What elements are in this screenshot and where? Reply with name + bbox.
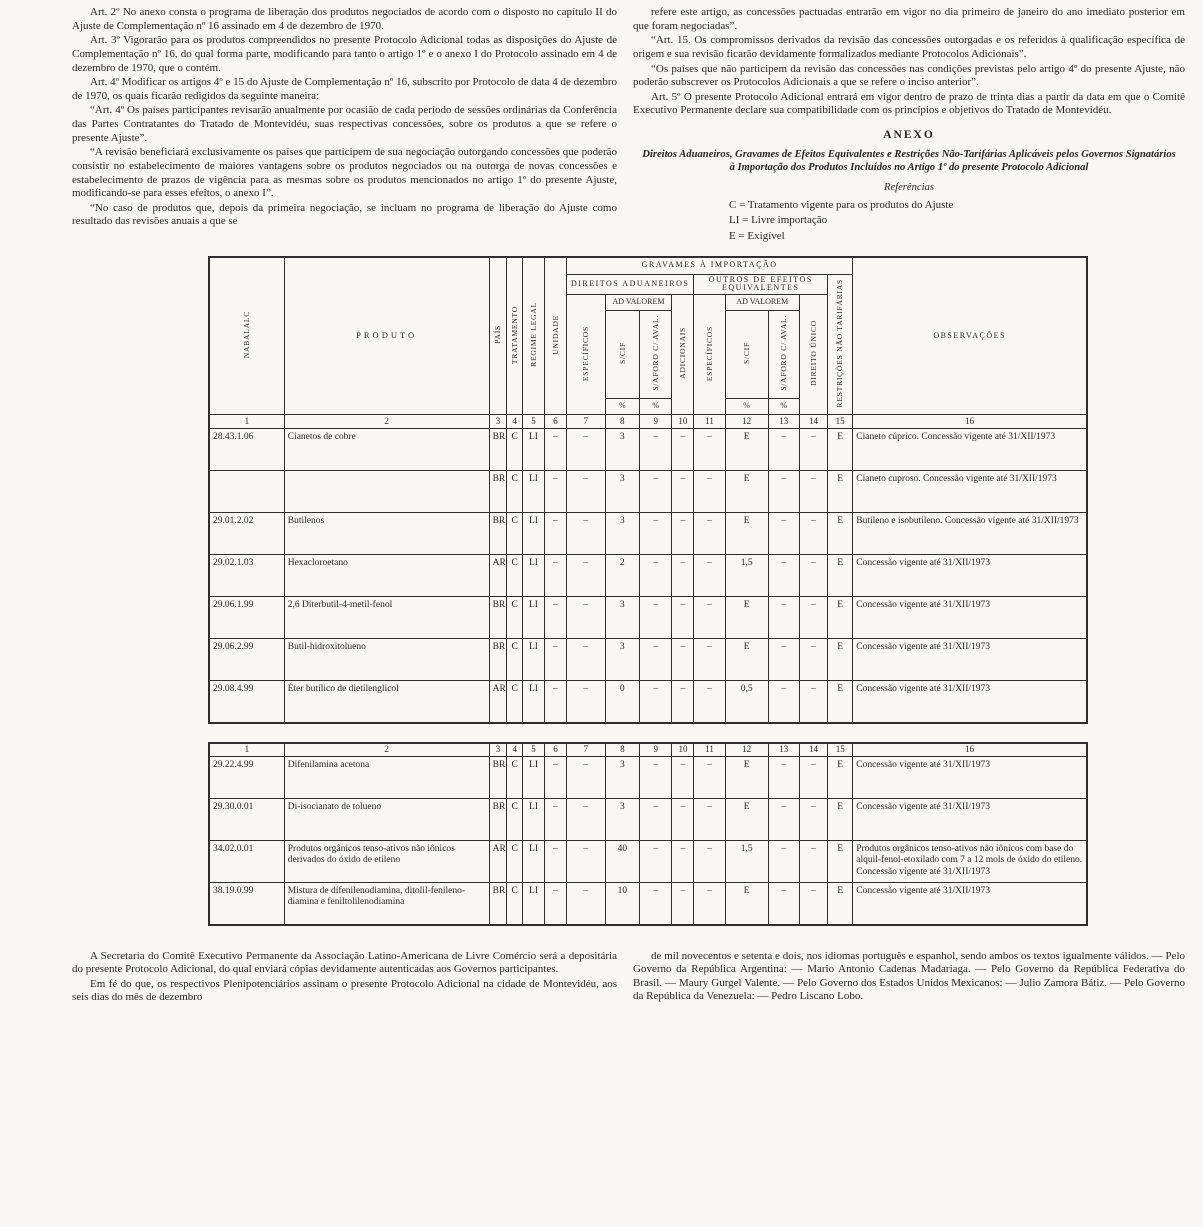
value-cell: – (566, 429, 605, 471)
value-cell: E (828, 555, 853, 597)
footer-right-column (633, 950, 1185, 1007)
value-cell: – (694, 471, 725, 513)
nabalalc-cell: 38.19.0.99 (209, 883, 284, 925)
column-number: 14 (799, 415, 827, 429)
value-cell: – (640, 883, 672, 925)
paragraph: “Art. 15. Os compromissos derivados da revisão das concessões outorgadas e os referidos à qualificação específica de origem e sua revisão ficarão devidamente formalizados mediante Protocolos Adicionais”. (633, 34, 1185, 60)
value-cell: – (799, 799, 827, 841)
value-cell: – (694, 883, 725, 925)
column-number: 12 (725, 415, 768, 429)
observation-cell: Cianeto cuproso. Concessão vigente até 31/XII/1973 (853, 471, 1087, 513)
paragraph: refere este artigo, as concessões pactuadas entrarão em vigor no dia primeiro de janeiro do ano imediato posterior em que foram negociadas”. (633, 6, 1185, 32)
tariff-table-continued (208, 742, 1088, 926)
column-number: 6 (544, 743, 566, 757)
value-cell: E (725, 471, 768, 513)
value-cell: AR (489, 555, 507, 597)
header-pais-label: PAÍS (493, 325, 503, 345)
value-cell: 3 (605, 429, 639, 471)
value-cell: BR (489, 757, 507, 799)
table-row (209, 555, 1087, 597)
column-number: 3 (489, 415, 507, 429)
header-direito-unico-label: DIREITO ÚNICO (808, 320, 818, 387)
value-cell: – (694, 555, 725, 597)
table-row (209, 799, 1087, 841)
product-cell: Butil-hidroxitolueno (284, 639, 489, 681)
value-cell: E (725, 883, 768, 925)
header-direito-unico (799, 295, 827, 415)
value-cell: – (672, 597, 694, 639)
value-cell: – (694, 639, 725, 681)
nabalalc-cell: 34.02.0.01 (209, 841, 284, 883)
value-cell: BR (489, 799, 507, 841)
value-cell: – (566, 597, 605, 639)
nabalalc-cell: 29.06.1.99 (209, 597, 284, 639)
table-row (209, 681, 1087, 723)
value-cell: – (799, 471, 827, 513)
column-number: 13 (768, 743, 799, 757)
column-number: 16 (853, 743, 1087, 757)
value-cell: – (544, 681, 566, 723)
observation-cell: Concessão vigente até 31/XII/1973 (853, 681, 1087, 723)
value-cell: – (799, 639, 827, 681)
value-cell: 1,5 (725, 841, 768, 883)
value-cell: – (768, 513, 799, 555)
value-cell: 3 (605, 513, 639, 555)
header-unidade-label: UNIDADE (550, 314, 560, 355)
value-cell: – (640, 597, 672, 639)
column-number: 13 (768, 415, 799, 429)
table-row (209, 841, 1087, 883)
value-cell: E (828, 639, 853, 681)
paragraph: Art. 2º No anexo consta o programa de liberação dos produtos negociados de acordo com o disposto no capítulo II do Ajuste de Complementação nº 16 assinado em 4 de dezembro de 1970. (72, 6, 617, 32)
nabalalc-cell: 29.02.1.03 (209, 555, 284, 597)
value-cell: LI (523, 883, 545, 925)
unit-percent-3: % (725, 399, 768, 415)
paragraph: “A revisão beneficiará exclusivamente os países que participem de sua negociação outorgando concessões que poderão consistir no estabelecimento de maiores vantagens sobre os produtos negociados ou na outorga de novas concessões e estabelecimento de prazos de vigência para as mesmas sobre os produtos mencionados no artigo 1º do presente Ajuste, modificando-se para esses efeitos, o anexo I”. (72, 146, 617, 200)
value-cell: C (507, 757, 523, 799)
value-cell: – (544, 555, 566, 597)
table-row (209, 429, 1087, 471)
column-number: 12 (725, 743, 768, 757)
product-cell: Cianetos de cobre (284, 429, 489, 471)
column-number: 11 (694, 743, 725, 757)
header-gravames: GRAVAMES À IMPORTAÇÃO (566, 257, 852, 274)
column-number: 15 (828, 415, 853, 429)
value-cell: BR (489, 471, 507, 513)
observation-cell: Concessão vigente até 31/XII/1973 (853, 555, 1087, 597)
header-nabalalc-label: NABALALC (242, 311, 252, 359)
header-regime-legal (523, 257, 545, 415)
header-scif-2 (725, 311, 768, 399)
unit-percent-1: % (605, 399, 639, 415)
nabalalc-cell: 29.08.4.99 (209, 681, 284, 723)
value-cell: – (640, 841, 672, 883)
top-right-paragraphs (633, 6, 1185, 118)
column-number: 2 (284, 743, 489, 757)
header-pais (489, 257, 507, 415)
value-cell: C (507, 799, 523, 841)
value-cell: – (768, 639, 799, 681)
value-cell: E (725, 597, 768, 639)
value-cell: – (672, 841, 694, 883)
header-scif-2-label: S/CIF (741, 342, 751, 365)
value-cell: C (507, 639, 523, 681)
product-cell: Hexacloroetano (284, 555, 489, 597)
unit-percent-4: % (768, 399, 799, 415)
observation-cell: Concessão vigente até 31/XII/1973 (853, 597, 1087, 639)
value-cell: – (768, 757, 799, 799)
value-cell: – (640, 555, 672, 597)
value-cell: E (828, 757, 853, 799)
product-cell (284, 471, 489, 513)
value-cell: – (544, 841, 566, 883)
value-cell: – (640, 681, 672, 723)
observation-cell: Concessão vigente até 31/XII/1973 (853, 883, 1087, 925)
value-cell: – (544, 757, 566, 799)
paragraph: Em fé do que, os respectivos Plenipotenciários assinam o presente Protocolo Adicional na cidade de Montevidéu, aos seis dias do mês de dezembro (72, 977, 617, 1004)
value-cell: 3 (605, 799, 639, 841)
column-number: 14 (799, 743, 827, 757)
column-number: 2 (284, 415, 489, 429)
value-cell: E (725, 757, 768, 799)
header-ad-valorem-2: AD VALOREM (725, 295, 799, 311)
value-cell: – (566, 471, 605, 513)
value-cell: – (544, 799, 566, 841)
value-cell: E (828, 429, 853, 471)
value-cell: – (640, 513, 672, 555)
table-row (209, 471, 1087, 513)
value-cell: BR (489, 513, 507, 555)
column-number: 5 (523, 743, 545, 757)
value-cell: C (507, 681, 523, 723)
top-section (0, 0, 1203, 244)
table-row (209, 513, 1087, 555)
observation-cell: Produtos orgânicos tenso-ativos não iônicos com base do alquil-fenol-etoxilado com 7 a 12 mols de óxido do etileno. Concessão vigente até 31/XII/1973 (853, 841, 1087, 883)
value-cell: LI (523, 555, 545, 597)
value-cell: 1,5 (725, 555, 768, 597)
product-cell: Difenilamina acetona (284, 757, 489, 799)
value-cell: – (768, 681, 799, 723)
paragraph: “Os países que não participem da revisão das concessões nas condições previstas pelo artigo 4º do presente Ajuste, não poderão subscrever os Protocolos Adicionais a que se refere o inciso anterior”. (633, 62, 1185, 89)
value-cell: E (725, 799, 768, 841)
nabalalc-cell (209, 471, 284, 513)
value-cell: E (828, 471, 853, 513)
value-cell: – (566, 681, 605, 723)
anexo-section (633, 128, 1185, 244)
value-cell: 0 (605, 681, 639, 723)
value-cell: – (640, 639, 672, 681)
header-especificos-2-label: ESPECÍFICOS (704, 325, 714, 381)
table-row (209, 597, 1087, 639)
paragraph: Art. 3º Vigorarão para os produtos compreendidos no presente Protocolo Adicional todas as disposições do Ajuste de Complementação nº 16, do qual forma parte, modificando para tanto o artigo 1º e o anexo I do Protocolo assinado em 4 de dezembro de 1970, que o contém. (72, 34, 617, 74)
value-cell: C (507, 429, 523, 471)
header-direitos-aduaneiros: DIREITOS ADUANEIROS (566, 274, 693, 295)
anexo-subtitle: Direitos Aduaneiros, Gravames de Efeitos Equivalentes e Restrições Não-Tarifárias Aplicáveis pelos Governos Signatários à Importação dos Produtos Incluídos no Artigo 1º do presente Protocolo Adicional (642, 149, 1176, 174)
top-right-column (633, 6, 1185, 244)
value-cell: – (799, 597, 827, 639)
nabalalc-cell: 29.22.4.99 (209, 757, 284, 799)
column-number: 1 (209, 743, 284, 757)
value-cell: – (566, 841, 605, 883)
header-observacoes: OBSERVAÇÕES (853, 257, 1087, 415)
value-cell: – (544, 883, 566, 925)
observation-cell: Concessão vigente até 31/XII/1973 (853, 799, 1087, 841)
value-cell: 3 (605, 639, 639, 681)
column-number: 5 (523, 415, 545, 429)
value-cell: 10 (605, 883, 639, 925)
footer-left-column (72, 950, 617, 1007)
value-cell: – (672, 555, 694, 597)
header-adicionais-label: ADICIONAIS (678, 327, 688, 380)
header-saforo-1-label: S/AFORO C/ AVAL. (650, 315, 660, 392)
column-number: 9 (640, 743, 672, 757)
value-cell: – (672, 757, 694, 799)
product-cell: 2,6 Diterbutil-4-metil-fenol (284, 597, 489, 639)
value-cell: 3 (605, 471, 639, 513)
value-cell: LI (523, 799, 545, 841)
paragraph: Art. 4º Modificar os artigos 4º e 15 do Ajuste de Complementação nº 16, subscrito por Protocolo de data 4 de dezembro de 1970, os quais ficarão redigidos da seguinte maneira: (72, 76, 617, 102)
value-cell: LI (523, 471, 545, 513)
value-cell: – (694, 597, 725, 639)
header-regime-label: REGIME LEGAL (528, 302, 538, 368)
value-cell: – (768, 597, 799, 639)
observation-cell: Concessão vigente até 31/XII/1973 (853, 639, 1087, 681)
value-cell: – (566, 513, 605, 555)
value-cell: AR (489, 681, 507, 723)
header-unidade (544, 257, 566, 415)
product-cell: Di-isocianato de tolueno (284, 799, 489, 841)
value-cell: – (768, 555, 799, 597)
column-number-row (209, 415, 1087, 429)
value-cell: – (544, 471, 566, 513)
value-cell: BR (489, 883, 507, 925)
column-number: 15 (828, 743, 853, 757)
column-number: 9 (640, 415, 672, 429)
value-cell: – (768, 471, 799, 513)
value-cell: LI (523, 513, 545, 555)
column-number: 6 (544, 415, 566, 429)
value-cell: – (672, 513, 694, 555)
header-especificos-1 (566, 295, 605, 415)
value-cell: – (566, 555, 605, 597)
table-row (209, 883, 1087, 925)
header-outros-efeitos: OUTROS DE EFEITOS EQUIVALENTES (694, 274, 828, 295)
column-number: 4 (507, 743, 523, 757)
value-cell: E (725, 639, 768, 681)
column-number: 4 (507, 415, 523, 429)
header-scif-1-label: S/CIF (617, 342, 627, 365)
paragraph: C = Tratamento vigente para os produtos do Ajuste (729, 198, 954, 211)
value-cell: 2 (605, 555, 639, 597)
value-cell: E (828, 513, 853, 555)
referencias-title: Referências (883, 181, 934, 193)
value-cell: – (694, 757, 725, 799)
footer-section (0, 926, 1203, 1007)
value-cell: – (672, 429, 694, 471)
value-cell: 3 (605, 757, 639, 799)
referencias-list (729, 198, 1185, 244)
value-cell: E (828, 681, 853, 723)
value-cell: – (768, 841, 799, 883)
value-cell: – (799, 555, 827, 597)
header-adicionais (672, 295, 694, 415)
value-cell: E (828, 841, 853, 883)
anexo-title: ANEXO (883, 129, 935, 141)
value-cell: – (566, 799, 605, 841)
value-cell: BR (489, 639, 507, 681)
value-cell: – (544, 513, 566, 555)
column-number: 7 (566, 415, 605, 429)
paragraph: Art. 5º O presente Protocolo Adicional entrará em vigor dentro de prazo de trinta dias a partir da data em que o Comitê Executivo Permanente declare sua compatibilidade com os princípios e objetivos do Tratado de Montevidéu. (633, 90, 1185, 117)
header-especificos-1-label: ESPECÍFICOS (580, 325, 590, 381)
value-cell: E (828, 597, 853, 639)
header-produto: PRODUTO (284, 257, 489, 415)
value-cell: – (768, 429, 799, 471)
column-number: 7 (566, 743, 605, 757)
value-cell: C (507, 471, 523, 513)
column-number: 10 (672, 415, 694, 429)
value-cell: BR (489, 429, 507, 471)
column-number: 11 (694, 415, 725, 429)
column-number: 8 (605, 743, 639, 757)
value-cell: – (694, 429, 725, 471)
header-nabalalc (209, 257, 284, 415)
column-number: 10 (672, 743, 694, 757)
paragraph: de mil novecentos e setenta e dois, nos idiomas português e espanhol, sendo ambos os textos igualmente válidos. — Pelo Governo da República Argentina: — Mario Antonio Cadenas Madariaga. — Pelo Governo da República Federativa do Brasil. — Maury Gurgel Valente. — Pelo Governo dos Estados Unidos Mexicanos: — Julio Zamora Bátiz. — Pelo Governo da República da Venezuela: — Pedro Liscano Lobo. (633, 949, 1185, 1003)
paragraph: A Secretaria do Comitê Executivo Permanente da Associação Latino-Americana de Livre Comércio será a depositária do presente Protocolo Adicional, do qual enviará cópias devidamente autenticadas aos Governos participantes. (72, 949, 617, 976)
product-cell: Butilenos (284, 513, 489, 555)
value-cell: – (672, 883, 694, 925)
header-tratamento (507, 257, 523, 415)
value-cell: E (828, 883, 853, 925)
value-cell: LI (523, 429, 545, 471)
value-cell: – (640, 757, 672, 799)
value-cell: – (694, 799, 725, 841)
header-tratamento-label: TRATAMENTO (509, 305, 519, 364)
column-number: 3 (489, 743, 507, 757)
column-number: 16 (853, 415, 1087, 429)
table-row (209, 639, 1087, 681)
value-cell: – (768, 799, 799, 841)
value-cell: C (507, 841, 523, 883)
value-cell: – (799, 681, 827, 723)
paragraph: LI = Livre importação (729, 214, 828, 227)
value-cell: – (672, 639, 694, 681)
value-cell: LI (523, 597, 545, 639)
value-cell: – (566, 757, 605, 799)
table-row (209, 757, 1087, 799)
nabalalc-cell: 29.06.2.99 (209, 639, 284, 681)
value-cell: – (694, 841, 725, 883)
header-saforo-1 (640, 311, 672, 399)
header-restricoes-label: RESTRIÇÕES NÃO TARIFÁRIAS (835, 278, 845, 408)
value-cell: – (672, 799, 694, 841)
paragraph: E = Exigível (729, 229, 785, 242)
value-cell: – (768, 883, 799, 925)
product-cell: Produtos orgânicos tenso-ativos não iônicos derivados do óxido de etileno (284, 841, 489, 883)
value-cell: C (507, 555, 523, 597)
value-cell: C (507, 513, 523, 555)
header-saforo-2-label: S/AFORO C/ AVAL. (778, 315, 788, 392)
value-cell: – (799, 513, 827, 555)
value-cell: AR (489, 841, 507, 883)
column-number: 8 (605, 415, 639, 429)
observation-cell: Butileno e isobutileno. Concessão vigente até 31/XII/1973 (853, 513, 1087, 555)
product-cell: Mistura de difenilenodiamina, ditolil-fenileno-diamina e feniltolilenodiamina (284, 883, 489, 925)
header-especificos-2 (694, 295, 725, 415)
value-cell: – (544, 429, 566, 471)
paragraph: “No caso de produtos que, depois da primeira negociação, se incluam no programa de liberação do Ajuste como resultado das revisões anuais a que se (72, 201, 617, 228)
value-cell: 0,5 (725, 681, 768, 723)
header-restricoes (828, 274, 853, 415)
value-cell: C (507, 597, 523, 639)
product-cell: Éter butílico de dietilenglicol (284, 681, 489, 723)
value-cell: LI (523, 841, 545, 883)
value-cell: E (725, 513, 768, 555)
value-cell: – (694, 681, 725, 723)
value-cell: LI (523, 639, 545, 681)
value-cell: E (828, 799, 853, 841)
nabalalc-cell: 28.43.1.06 (209, 429, 284, 471)
value-cell: – (799, 429, 827, 471)
value-cell: – (640, 471, 672, 513)
value-cell: – (544, 639, 566, 681)
value-cell: – (566, 883, 605, 925)
value-cell: LI (523, 757, 545, 799)
top-left-column (72, 6, 617, 244)
value-cell: – (799, 883, 827, 925)
value-cell: C (507, 883, 523, 925)
value-cell: – (799, 757, 827, 799)
value-cell: – (672, 681, 694, 723)
header-scif-1 (605, 311, 639, 399)
value-cell: 40 (605, 841, 639, 883)
observation-cell: Concessão vigente até 31/XII/1973 (853, 757, 1087, 799)
paragraph: “Art. 4º Os países participantes revisarão anualmente por ocasião de cada período de sessões ordinárias da Conferência das Partes Contratantes do Tratado de Montevidéu, suas respectivas concessões, sobre os produtos a que se refere o presente Ajuste”. (72, 104, 617, 144)
value-cell: E (725, 429, 768, 471)
value-cell: – (566, 639, 605, 681)
value-cell: – (672, 471, 694, 513)
value-cell: – (544, 597, 566, 639)
value-cell: – (799, 841, 827, 883)
value-cell: BR (489, 597, 507, 639)
value-cell: – (640, 799, 672, 841)
value-cell: LI (523, 681, 545, 723)
unit-percent-2: % (640, 399, 672, 415)
value-cell: 3 (605, 597, 639, 639)
header-saforo-2 (768, 311, 799, 399)
observation-cell: Cianeto cúprico. Concessão vigente até 31/XII/1973 (853, 429, 1087, 471)
value-cell: – (694, 513, 725, 555)
nabalalc-cell: 29.30.0.01 (209, 799, 284, 841)
tariff-table (208, 256, 1088, 724)
nabalalc-cell: 29.01.2.02 (209, 513, 284, 555)
value-cell: – (640, 429, 672, 471)
column-number-row (209, 743, 1087, 757)
column-number: 1 (209, 415, 284, 429)
header-ad-valorem-1: AD VALOREM (605, 295, 672, 311)
